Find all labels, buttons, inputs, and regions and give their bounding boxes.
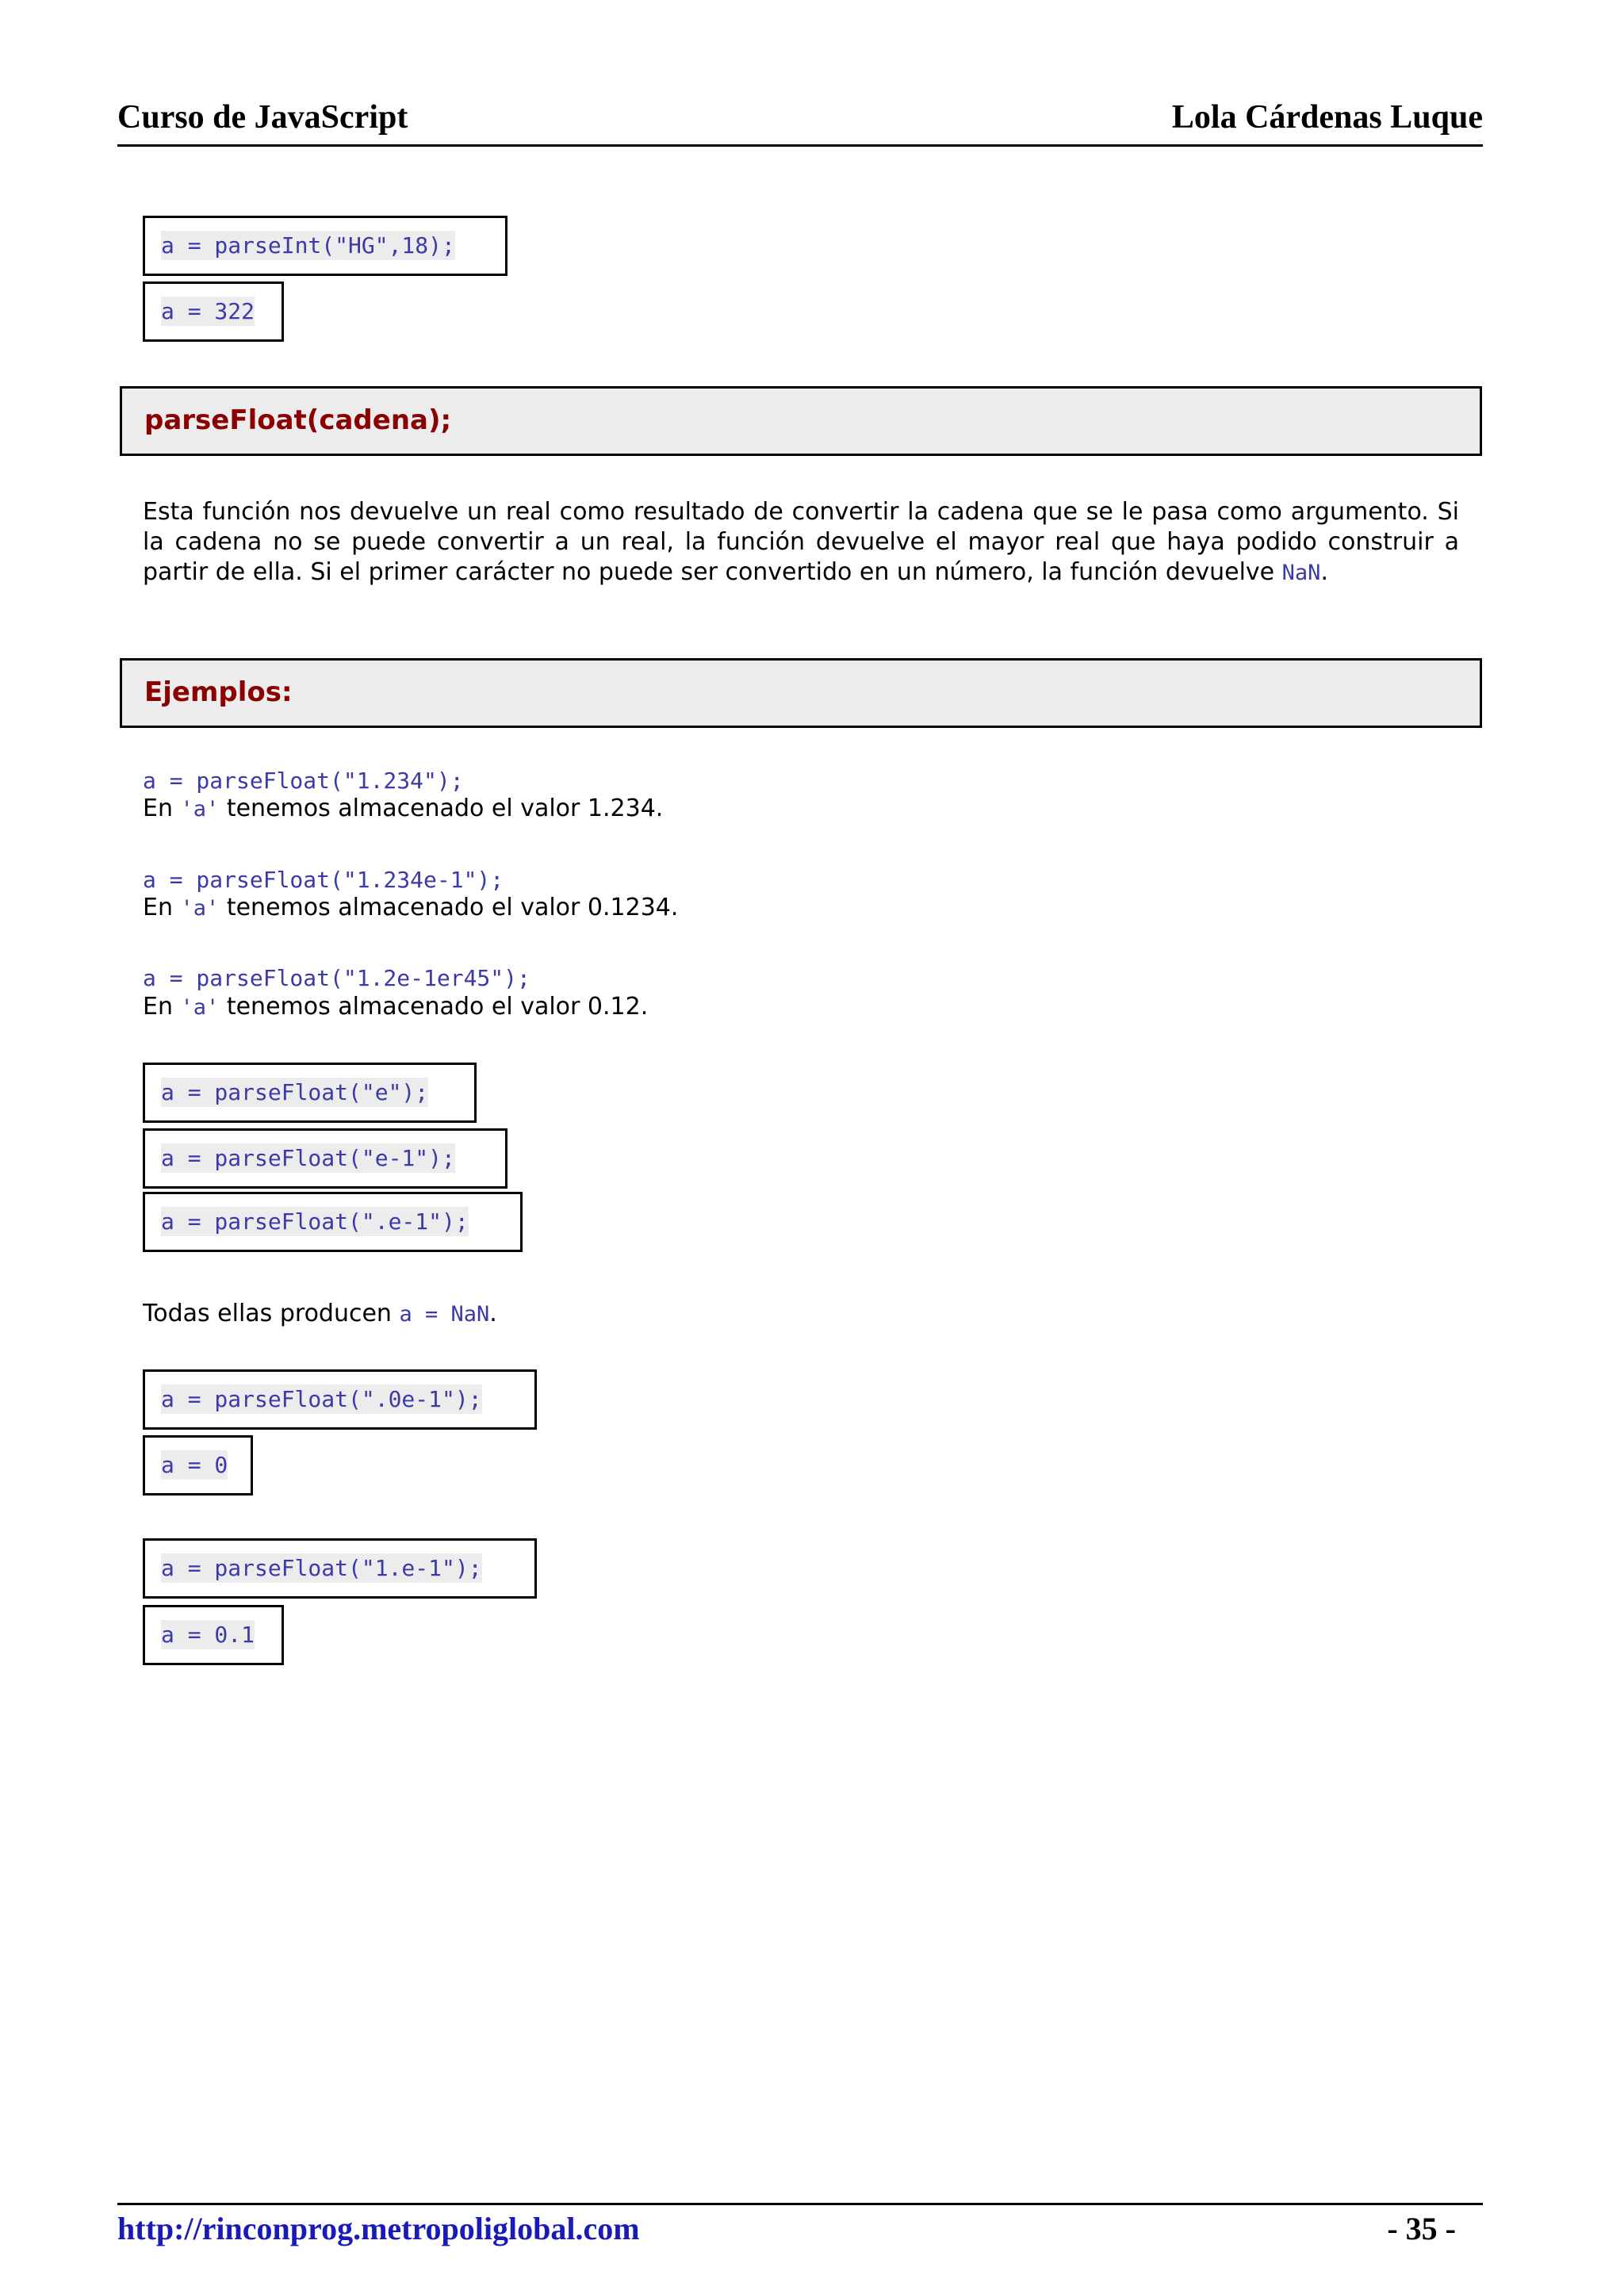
page-number: - 35 - <box>1387 2211 1456 2246</box>
all-nan-note: Todas ellas producen a = NaN. <box>143 1300 497 1327</box>
code-text: a = 322 <box>161 298 255 324</box>
code-text: a = parseInt("HG",18); <box>161 232 455 259</box>
variable-code: 'a' <box>180 995 220 1020</box>
example-result-3: En 'a' tenemos almacenado el valor 0.12. <box>143 993 649 1021</box>
code-text: a = 0.1 <box>161 1622 255 1648</box>
example-result-1: En 'a' tenemos almacenado el valor 1.234. <box>143 795 664 822</box>
code-text: a = parseFloat(".0e-1"); <box>161 1386 482 1412</box>
code-box-result-0 <box>143 1435 253 1496</box>
code-box-result-0-1 <box>143 1605 284 1665</box>
code-text: a = parseFloat("e-1"); <box>161 1145 455 1171</box>
code-box-result-322 <box>143 281 284 342</box>
page-header <box>117 97 1483 147</box>
example-code-2: a = parseFloat("1.234e-1"); <box>143 867 504 893</box>
example-result-2: En 'a' tenemos almacenado el valor 0.1234. <box>143 894 679 921</box>
code-text: a = parseFloat("e"); <box>161 1079 429 1105</box>
nan-result-code: a = NaN <box>399 1302 490 1327</box>
code-box-parsefloat-dot-0e-1 <box>143 1369 537 1430</box>
section-heading-parsefloat: parseFloat(cadena); <box>120 386 1482 456</box>
variable-code: 'a' <box>180 797 220 821</box>
code-text: a = parseFloat(".e-1"); <box>161 1208 469 1235</box>
code-box-parseint <box>143 216 508 276</box>
description-text: Esta función nos devuelve un real como resultado de convertir la cadena que se le pasa como argumento. Si la cadena no se puede convertir a un real, la función devuelve el mayor real que haya podido construir a partir de ella. Si el primer carácter no puede ser convertido en un número, la función devuelve <box>143 498 1459 586</box>
code-box-parsefloat-dot-e-1 <box>143 1192 523 1252</box>
variable-code: 'a' <box>180 896 220 921</box>
section-heading-examples: Ejemplos: <box>120 658 1482 728</box>
code-box-parsefloat-1-dot-e-1 <box>143 1538 537 1599</box>
page-footer <box>117 2203 1483 2246</box>
description-paragraph: Esta función nos devuelve un real como resultado de convertir la cadena que se le pasa como argumento. Si la cadena no se puede convertir a un real, la función devuelve el mayor real que haya podido construir a partir de ella. Si el primer carácter no puede ser convertido en un número, la función devuelve NaN. <box>143 498 1459 586</box>
code-box-parsefloat-e-1 <box>143 1128 508 1189</box>
example-code-3: a = parseFloat("1.2e-1er45"); <box>143 965 530 991</box>
example-code-1: a = parseFloat("1.234"); <box>143 768 464 794</box>
code-text: a = 0 <box>161 1452 228 1478</box>
code-text: a = parseFloat("1.e-1"); <box>161 1555 482 1581</box>
header-author: Lola Cárdenas Luque <box>1171 99 1483 136</box>
nan-code: NaN <box>1281 561 1321 585</box>
footer-url-link[interactable]: http://rinconprog.metropoliglobal.com <box>117 2211 640 2246</box>
code-box-parsefloat-e <box>143 1063 477 1123</box>
header-course-title: Curso de JavaScript <box>117 99 408 136</box>
